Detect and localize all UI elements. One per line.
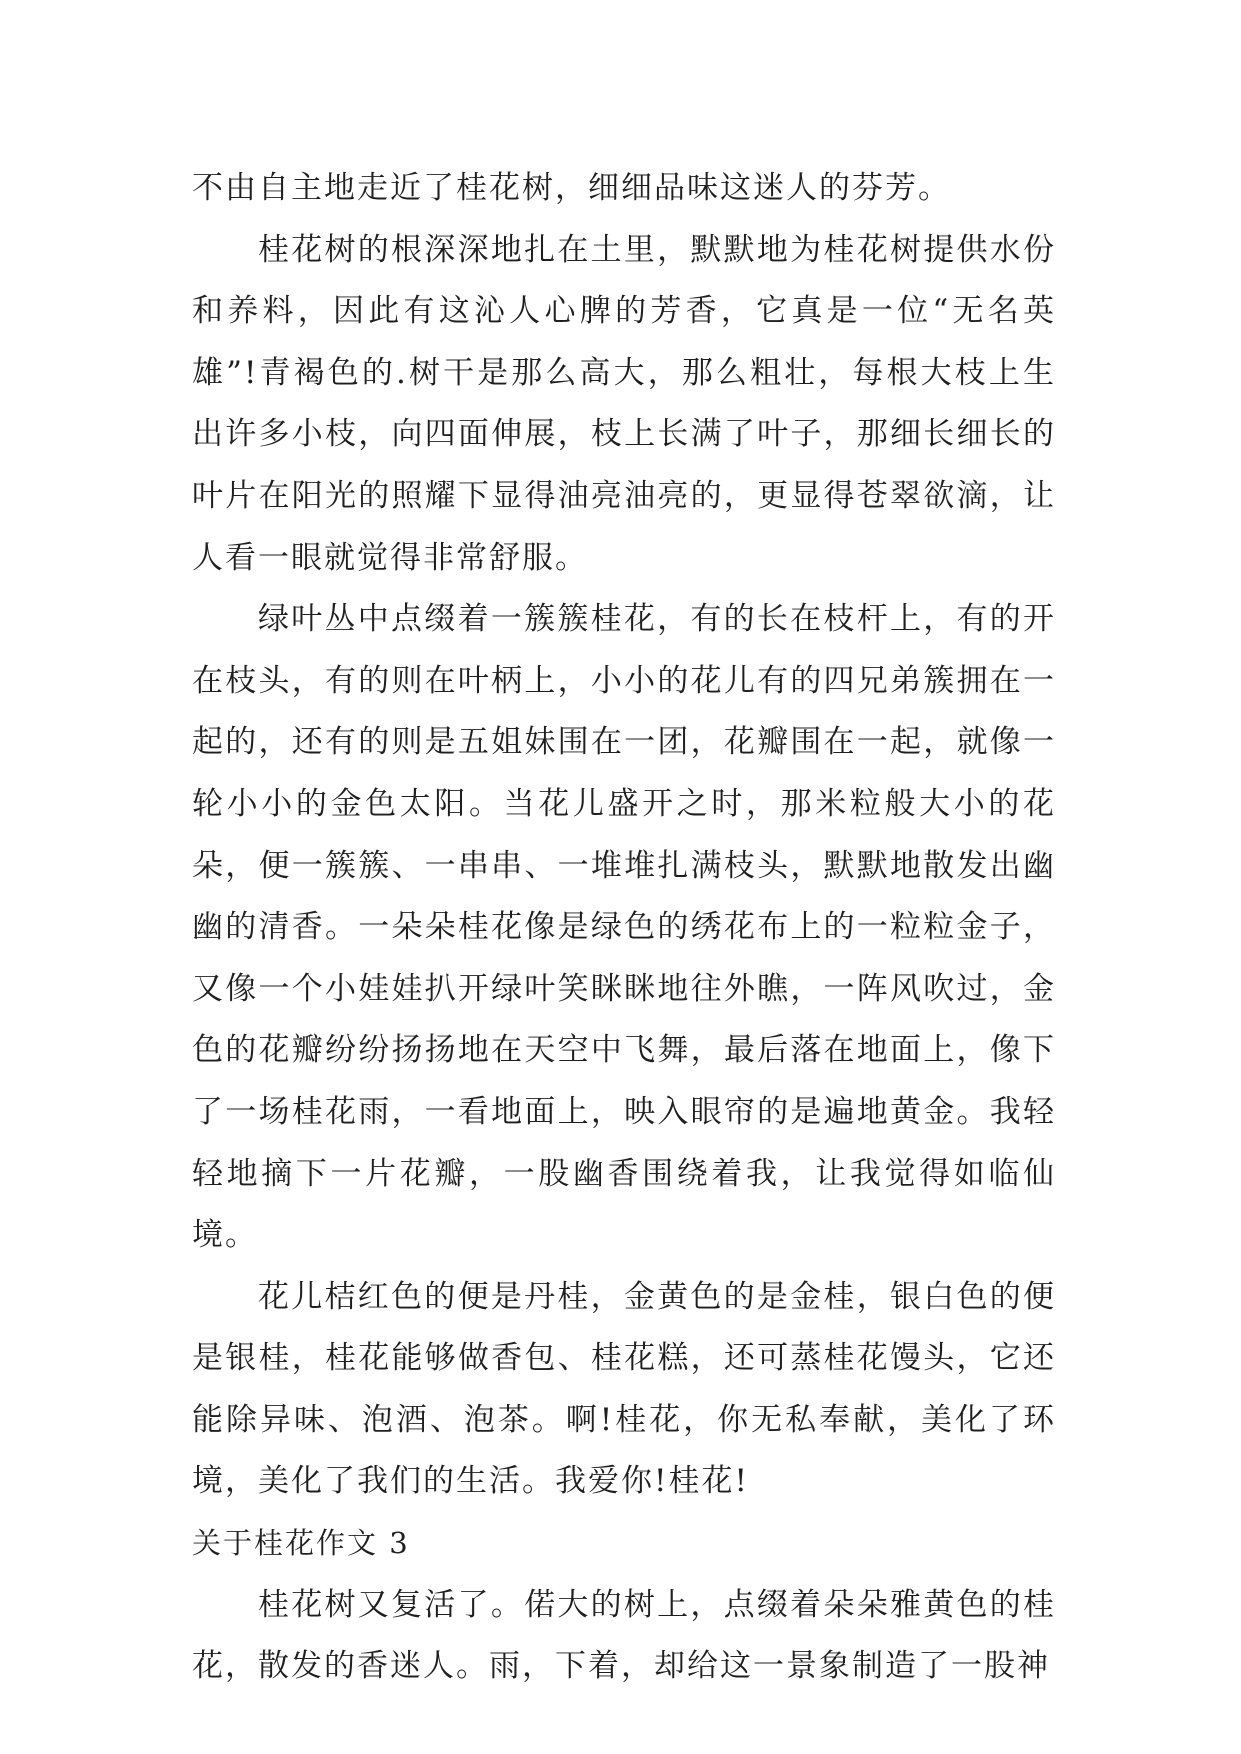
paragraph-flower-colors: 花儿桔红色的便是丹桂，金黄色的是金桂，银白色的便是银桂，桂花能够做香包、桂花糕，还可蒸桂花馒头，它还能除异味、泡酒、泡茶。啊!桂花，你无私奉献，美化了环境，美化了我们的生活。我爱你!桂花!	[192, 1278, 1056, 1500]
section-heading: 关于桂花作文 3	[192, 1526, 410, 1561]
paragraph-continuation: 不由自主地走近了桂花树，细细品味这迷人的芬芳。	[192, 170, 951, 206]
paragraph-flower-clusters: 绿叶丛中点缀着一簇簇桂花，有的长在枝杆上，有的开在枝头，有的则在叶柄上，小小的花儿有的四兄弟簇拥在一起的，还有的则是五姐妹围在一团，花瓣围在一起，就像一轮小小的金色太阳。当花儿盛开之时，那米粒般大小的花朵，便一簇簇、一串串、一堆堆扎满枝头，默默地散发出幽幽的清香。一朵朵桂花像是绿色的绣花布上的一粒粒金子，又像一个小娃娃扒开绿叶笑眯眯地往外瞧，一阵风吹过，金色的花瓣纷纷扬扬地在天空中飞舞，最后落在地面上，像下了一场桂花雨，一看地面上，映入眼帘的是遍地黄金。我轻轻地摘下一片花瓣，一股幽香围绕着我，让我觉得如临仙境。	[192, 601, 1056, 1254]
paragraph-tree-revived: 桂花树又复活了。偌大的树上，点缀着朵朵雅黄色的桂花，散发的香迷人。雨，下着，却给这一景象制造了一股神	[192, 1586, 1056, 1685]
paragraph-tree-roots: 桂花树的根深深地扎在土里，默默地为桂花树提供水份和养料，因此有这沁人心脾的芳香，它真是一位“无名英雄”!青褐色的.树干是那么高大，那么粗壮，每根大枝上生出许多小枝，向四面伸展，枝上长满了叶子，那细长细长的叶片在阳光的照耀下显得油亮油亮的，更显得苍翠欲滴，让人看一眼就觉得非常舒服。	[192, 231, 1056, 576]
article-body	[192, 158, 1056, 1698]
